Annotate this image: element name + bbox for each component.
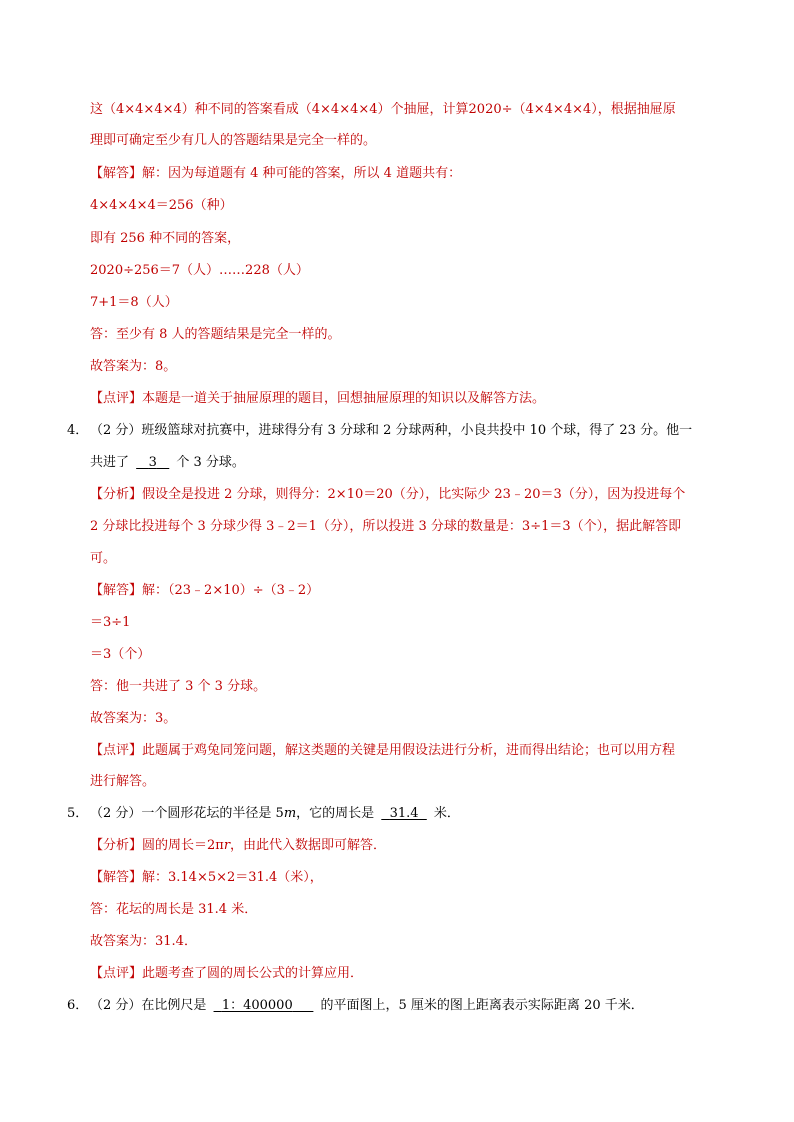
q4-solution-head: 【解答】解：（23﹣2×10）÷（3﹣2） [90, 583, 320, 598]
q6-answer-blank-value: 1：400000 [221, 998, 293, 1013]
q5-solution: 【解答】解：3.14×5×2＝31.4（米）， [90, 870, 323, 885]
q6-stem [90, 996, 644, 1016]
q5-number: 5． [67, 806, 89, 821]
q5-stem-unit: m [283, 806, 297, 821]
q3-calc3: 2020÷256＝7（人）……228（人） [90, 263, 309, 278]
q4-comment-line1: 【点评】此题属于鸡兔同笼问题，解这类题的关键是用假设法进行分析，进而得出结论；也可以用方程 [90, 743, 676, 758]
q5-analysis [90, 836, 386, 856]
q3-analysis-line1: 这（4×4×4×4）种不同的答案看成（4×4×4×4）个抽屉，计算2020÷（4×4×4×4），根据抽屉原 [90, 102, 676, 117]
q4-calc1: ＝3÷1 [90, 615, 131, 630]
q4-answer-blank-value: 3 [148, 455, 157, 470]
q4-number: 4． [67, 423, 89, 438]
q4-answer-blank [133, 453, 172, 473]
q3-calc4: 7+1＝8（人） [90, 295, 178, 310]
q5-stem-mid: ，它的周长是 [296, 806, 375, 821]
q3-comment: 【点评】本题是一道关于抽屉原理的题目，回想抽屉原理的知识以及解答方法。 [90, 391, 546, 406]
q4-analysis-line2: 2 分球比投进每个 3 分球少得 3﹣2＝1（分），所以投进 3 分球的数量是：3÷1＝3（个），据此解答即 [90, 519, 682, 534]
q6-answer-blank [211, 996, 317, 1016]
q6-number: 6． [67, 998, 89, 1013]
q5-stem-pre: （2 分）一个圆形花坛的半径是 5 [90, 806, 284, 821]
q3-solution-head: 【解答】解：因为每道题有 4 种可能的答案，所以 4 道题共有： [90, 166, 462, 181]
q4-stem-line1: （2 分）班级篮球对抗赛中，进球得分有 3 分球和 2 分球两种，小良共投中 10 个球，得了 23 分。他一 [90, 423, 693, 438]
q4-final: 故答案为：3。 [90, 711, 177, 726]
q5-answer-blank [378, 804, 429, 824]
q5-stem [90, 804, 460, 824]
q5-stem-post: 米． [433, 806, 460, 821]
q4-calc2: ＝3（个） [90, 647, 151, 662]
q3-calc2: 即有 256 种不同的答案， [90, 231, 241, 246]
q4-stem-pre: 共进了 [90, 455, 130, 470]
q4-analysis-line1: 【分析】假设全是投进 2 分球，则得分：2×10＝20（分），比实际少 23﹣20＝3（分），因为投进每个 [90, 487, 686, 502]
q4-stem-line2 [90, 453, 245, 473]
q4-answer: 答：他一共进了 3 个 3 分球。 [90, 679, 267, 694]
q3-answer: 答：至少有 8 人的答题结果是完全一样的。 [90, 327, 341, 342]
q5-answer-blank-value: 31.4 [389, 806, 419, 821]
q5-analysis-r: r [223, 838, 231, 853]
q3-final: 故答案为：8。 [90, 359, 177, 374]
q6-stem-post: 的平面图上，5 厘米的图上距离表示实际距离 20 千米． [320, 998, 644, 1013]
q3-calc1: 4×4×4×4＝256（种） [90, 198, 233, 213]
q4-analysis-line3: 可。 [90, 551, 117, 566]
q5-analysis-post: ，由此代入数据即可解答． [230, 838, 387, 853]
q5-final: 故答案为：31.4． [90, 934, 197, 949]
q5-analysis-pre: 【分析】圆的周长＝2π [90, 838, 224, 853]
q5-answer: 答：花坛的周长是 31.4 米． [90, 902, 258, 917]
q6-stem-pre: （2 分）在比例尺是 [90, 998, 207, 1013]
q5-comment: 【点评】此题考查了圆的周长公式的计算应用． [90, 966, 364, 981]
q4-stem-post: 个 3 分球。 [176, 455, 245, 470]
q4-comment-line2: 进行解答。 [90, 774, 156, 789]
q3-analysis-line2: 理即可确定至少有几人的答题结果是完全一样的。 [90, 133, 377, 148]
